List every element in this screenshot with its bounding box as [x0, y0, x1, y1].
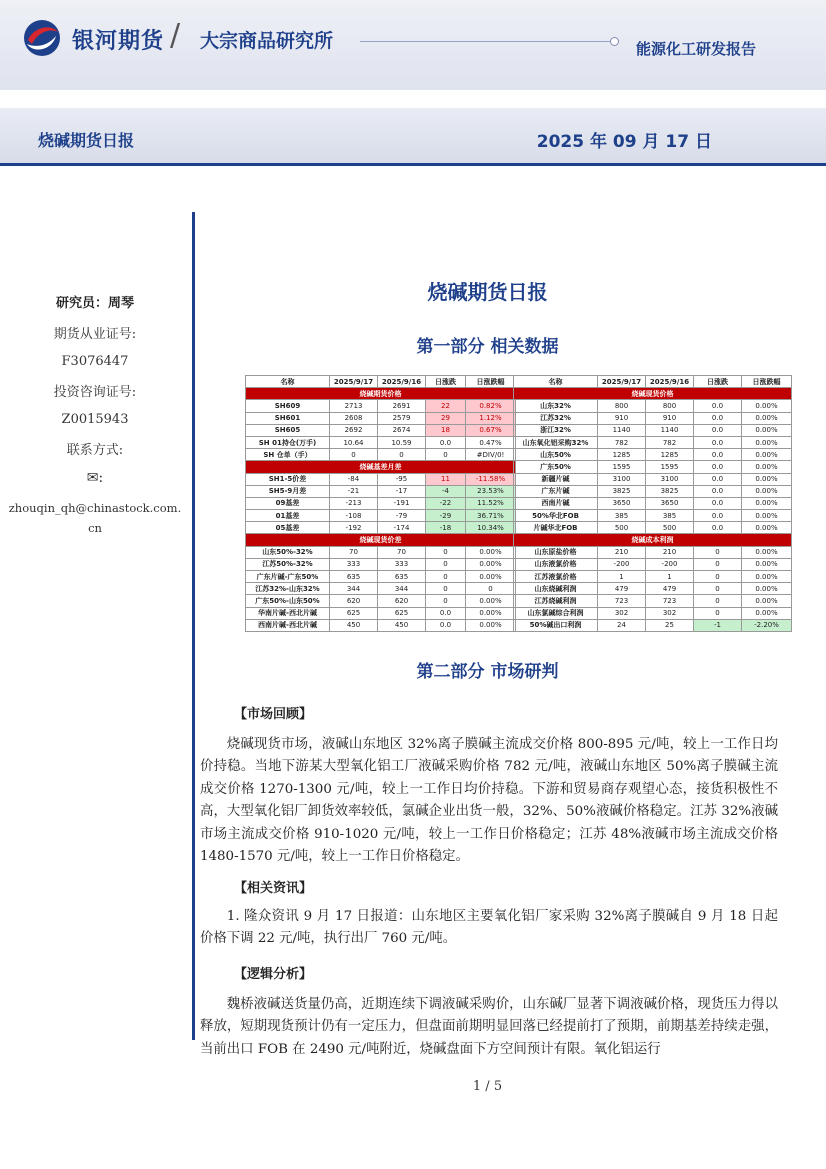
table-cell: 0.00%: [742, 522, 792, 534]
table-cell: 385: [598, 510, 646, 522]
consult-number: Z0015943: [61, 412, 129, 427]
table-row: [246, 497, 516, 509]
table-cell: 0.00%: [742, 571, 792, 583]
table-row: [514, 595, 792, 607]
table-cell: 0.00%: [466, 619, 516, 631]
table-cell: 0.00%: [742, 546, 792, 558]
table-row: [514, 400, 792, 412]
table-cell: 0.0: [426, 607, 466, 619]
table-cell: 0.00%: [742, 449, 792, 461]
table-cell: 0.00%: [742, 595, 792, 607]
column-header: 名称: [246, 376, 330, 388]
row-name: SH 仓单（手）: [246, 449, 330, 461]
consult-label: 投资咨询证号:: [53, 385, 137, 400]
row-name: 西南片碱-西北片碱: [246, 619, 330, 631]
table-cell: -29: [426, 510, 466, 522]
table-cell: 11: [426, 473, 466, 485]
table-cell: 635: [330, 571, 378, 583]
row-name: SH605: [246, 424, 330, 436]
table-cell: 1: [646, 571, 694, 583]
table-cell: 0.0: [694, 424, 742, 436]
row-name: 片碱华北FOB: [514, 522, 598, 534]
table-cell: 0.00%: [466, 558, 516, 570]
table-cell: -18: [426, 522, 466, 534]
table-header-row: [246, 376, 516, 388]
mail-icon: ✉:: [86, 470, 104, 486]
table-cell: 1140: [646, 424, 694, 436]
table-cell: 910: [646, 412, 694, 424]
table-row: [514, 424, 792, 436]
table-cell: 620: [378, 595, 426, 607]
section-title-row: [246, 388, 516, 400]
row-name: 山东50%: [514, 449, 598, 461]
table-cell: 0.00%: [742, 412, 792, 424]
table-cell: 0: [330, 449, 378, 461]
table-cell: 1140: [598, 424, 646, 436]
table-cell: 0.0: [694, 461, 742, 473]
data-table-right: [513, 375, 792, 632]
table-cell: 302: [646, 607, 694, 619]
table-cell: 450: [378, 619, 426, 631]
table-cell: 0.00%: [466, 607, 516, 619]
table-row: [246, 546, 516, 558]
column-header: 2025/9/17: [330, 376, 378, 388]
table-cell: 0.00%: [742, 461, 792, 473]
section-title: 烧碱现货价格: [514, 388, 792, 400]
table-cell: -2.20%: [742, 619, 792, 631]
table-cell: 0.00%: [466, 595, 516, 607]
table-cell: 0.00%: [742, 497, 792, 509]
table-row: [246, 424, 516, 436]
row-name: 09基差: [246, 497, 330, 509]
table-cell: 0.00%: [742, 607, 792, 619]
table-cell: 1.12%: [466, 412, 516, 424]
table-cell: 2691: [378, 400, 426, 412]
row-name: 山东氧化铝采购32%: [514, 436, 598, 448]
table-cell: 0: [426, 546, 466, 558]
section-title-row: [514, 534, 792, 546]
section-title: 烧碱现货价差: [246, 534, 516, 546]
table-cell: -84: [330, 473, 378, 485]
table-cell: -95: [378, 473, 426, 485]
table-row: [514, 436, 792, 448]
table-cell: 0.67%: [466, 424, 516, 436]
table-cell: 10.64: [330, 436, 378, 448]
table-cell: 2579: [378, 412, 426, 424]
table-cell: 0.0: [694, 449, 742, 461]
logic-text: 魏桥液碱送货量仍高，近期连续下调液碱采购价，山东碱厂显著下调液碱价格，现货压力得以释放，短期现货预计仍有一定压力，但盘面前期明显回落已经提前打了预期，前期基差持续走强，当前出口 FOB 在 2490 元/吨附近，烧碱盘面下方空间预计有限。氧化铝运行: [200, 997, 778, 1057]
row-name: 江苏32%: [514, 412, 598, 424]
table-cell: -11.58%: [466, 473, 516, 485]
table-cell: 635: [378, 571, 426, 583]
table-cell: 3650: [598, 497, 646, 509]
table-cell: 500: [646, 522, 694, 534]
news-label: 【相关资讯】: [234, 881, 313, 896]
row-name: 江苏50%-32%: [246, 558, 330, 570]
table-cell: 625: [378, 607, 426, 619]
table-cell: 0: [694, 558, 742, 570]
analyst-name: 研究员：周琴: [55, 296, 134, 311]
table-cell: 0: [426, 571, 466, 583]
table-cell: 0.0: [694, 522, 742, 534]
table-cell: 0.00%: [742, 485, 792, 497]
row-name: SH609: [246, 400, 330, 412]
table-cell: 0: [426, 558, 466, 570]
market-review-label: 【市场回顾】: [234, 707, 313, 722]
row-name: 江苏32%-山东32%: [246, 583, 330, 595]
table-row: [246, 595, 516, 607]
table-row: [246, 558, 516, 570]
table-cell: 0: [378, 449, 426, 461]
table-cell: 450: [330, 619, 378, 631]
report-name: 烧碱期货日报: [38, 131, 135, 150]
table-cell: 18: [426, 424, 466, 436]
table-cell: 782: [646, 436, 694, 448]
column-header: 日涨跌幅: [466, 376, 516, 388]
table-cell: -17: [378, 485, 426, 497]
table-row: [514, 485, 792, 497]
table-cell: 782: [598, 436, 646, 448]
row-name: 山东50%-32%: [246, 546, 330, 558]
column-header: 2025/9/16: [378, 376, 426, 388]
table-cell: 1285: [598, 449, 646, 461]
contact-label: 联系方式:: [66, 443, 124, 458]
table-row: [514, 583, 792, 595]
table-cell: 0.82%: [466, 400, 516, 412]
table-row: [514, 510, 792, 522]
table-cell: 620: [330, 595, 378, 607]
row-name: 广东50%-山东50%: [246, 595, 330, 607]
table-row: [514, 449, 792, 461]
table-cell: 3825: [646, 485, 694, 497]
report-date: 2025 年 09 月 17 日: [536, 132, 712, 152]
header-decor-dot: [610, 37, 619, 46]
institute-name: 大宗商品研究所: [200, 30, 334, 52]
table-row: [246, 473, 516, 485]
row-name: 50%碱出口利润: [514, 619, 598, 631]
table-cell: 0.00%: [742, 424, 792, 436]
license-label: 期货从业证号:: [53, 327, 137, 342]
table-cell: 479: [646, 583, 694, 595]
page-number: 1 / 5: [472, 1079, 503, 1094]
analyst-email[interactable]: zhouqin_qh@chinastock.com.cn: [8, 501, 182, 535]
column-divider: [192, 212, 195, 1040]
section-title: 烧碱成本利润: [514, 534, 792, 546]
table-cell: 344: [378, 583, 426, 595]
column-header: 日涨跌: [426, 376, 466, 388]
section-title-row: [246, 461, 516, 473]
table-cell: 0.0: [694, 473, 742, 485]
table-cell: 23.53%: [466, 485, 516, 497]
table-cell: 3100: [598, 473, 646, 485]
table-row: [246, 485, 516, 497]
row-name: 山东32%: [514, 400, 598, 412]
table-cell: 385: [646, 510, 694, 522]
row-name: 广东片碱: [514, 485, 598, 497]
row-name: 05基差: [246, 522, 330, 534]
row-name: 华南片碱-西北片碱: [246, 607, 330, 619]
table-cell: -213: [330, 497, 378, 509]
table-cell: 0: [694, 607, 742, 619]
table-row: [514, 522, 792, 534]
table-cell: 0.00%: [742, 558, 792, 570]
news-text: 1. 隆众资讯 9 月 17 日报道：山东地区主要氧化铝厂家采购 32%离子膜碱自 9 月 18 日起价格下调 22 元/吨，执行出厂 760 元/吨。: [200, 909, 778, 947]
table-cell: -79: [378, 510, 426, 522]
table-cell: 0.00%: [466, 546, 516, 558]
table-cell: -200: [646, 558, 694, 570]
table-cell: 0: [694, 595, 742, 607]
table-row: [246, 571, 516, 583]
part2-heading: 第二部分 市场研判: [416, 662, 559, 682]
column-header: 日涨跌幅: [742, 376, 792, 388]
table-cell: 25: [646, 619, 694, 631]
table-cell: 0.0: [694, 400, 742, 412]
table-row: [514, 412, 792, 424]
row-name: SH601: [246, 412, 330, 424]
table-cell: 2713: [330, 400, 378, 412]
table-row: [246, 412, 516, 424]
row-name: 山东氯碱综合利润: [514, 607, 598, 619]
table-cell: -4: [426, 485, 466, 497]
table-cell: 333: [378, 558, 426, 570]
table-cell: 0.00%: [742, 436, 792, 448]
logic-label: 【逻辑分析】: [234, 967, 313, 982]
report-type: 能源化工研发报告: [636, 40, 757, 58]
table-cell: 29: [426, 412, 466, 424]
table-cell: 0.00%: [742, 473, 792, 485]
table-cell: 625: [330, 607, 378, 619]
table-cell: 0: [426, 449, 466, 461]
table-cell: 1595: [646, 461, 694, 473]
table-cell: 0.00%: [742, 583, 792, 595]
row-name: SH5-9月差: [246, 485, 330, 497]
table-cell: -22: [426, 497, 466, 509]
table-cell: 800: [646, 400, 694, 412]
table-cell: 0: [694, 546, 742, 558]
table-cell: 1: [598, 571, 646, 583]
table-cell: 302: [598, 607, 646, 619]
table-cell: 210: [646, 546, 694, 558]
table-cell: 3100: [646, 473, 694, 485]
table-cell: 0.00%: [466, 571, 516, 583]
table-cell: #DIV/0!: [466, 449, 516, 461]
column-header: 2025/9/16: [646, 376, 694, 388]
table-cell: 479: [598, 583, 646, 595]
table-cell: 3650: [646, 497, 694, 509]
table-cell: 70: [378, 546, 426, 558]
table-header-row: [514, 376, 792, 388]
table-cell: 723: [646, 595, 694, 607]
section-title-row: [246, 534, 516, 546]
table-cell: 0.0: [694, 412, 742, 424]
table-cell: 723: [598, 595, 646, 607]
table-cell: -174: [378, 522, 426, 534]
table-cell: 333: [330, 558, 378, 570]
table-cell: 3825: [598, 485, 646, 497]
column-header: 名称: [514, 376, 598, 388]
section-title-row: [514, 388, 792, 400]
table-cell: 1285: [646, 449, 694, 461]
table-row: [514, 497, 792, 509]
row-name: 江苏烧碱利润: [514, 595, 598, 607]
table-row: [246, 607, 516, 619]
row-name: 山东液氯价格: [514, 558, 598, 570]
brand-name: 银河期货: [72, 29, 165, 54]
table-cell: 500: [598, 522, 646, 534]
table-row: [514, 473, 792, 485]
table-cell: 2608: [330, 412, 378, 424]
table-cell: 210: [598, 546, 646, 558]
row-name: 山东烧碱利润: [514, 583, 598, 595]
table-cell: 0: [426, 583, 466, 595]
table-cell: 36.71%: [466, 510, 516, 522]
row-name: 新疆片碱: [514, 473, 598, 485]
row-name: 01基差: [246, 510, 330, 522]
table-cell: 11.52%: [466, 497, 516, 509]
table-cell: 0.00%: [742, 510, 792, 522]
table-cell: -1: [694, 619, 742, 631]
table-cell: 10.59: [378, 436, 426, 448]
table-cell: 0.0: [426, 436, 466, 448]
table-row: [514, 619, 792, 631]
table-cell: 24: [598, 619, 646, 631]
market-review-text: 烧碱现货市场，液碱山东地区 32%离子膜碱主流成交价格 800-895 元/吨，较上一工作日均价持稳。当地下游某大型氧化铝工厂液碱采购价格 782 元/吨，液碱山东地区 50%离子膜碱主流成交价格 1270-1300 元/吨，较上一工作日均价持稳。下游和贸易商存观望心态，接货积极性不高，大型氧化铝厂卸货效率较低，氯碱企业出货一般，32%、50%液碱价格稳定。江苏 32%液碱市场主流成交价格 910-1020 元/吨，较上一工作日价格稳定；江苏 48%液碱市场主流成交价格 1480-1570 元/吨，较上一工作日价格稳定。: [200, 737, 778, 865]
row-name: SH 01持仓(万手): [246, 436, 330, 448]
table-row: [514, 546, 792, 558]
table-cell: 910: [598, 412, 646, 424]
table-cell: 0.0: [694, 510, 742, 522]
row-name: 50%华北FOB: [514, 510, 598, 522]
row-name: 广东片碱-广东50%: [246, 571, 330, 583]
table-cell: 0.0: [426, 619, 466, 631]
license-number: F3076447: [61, 354, 129, 369]
column-header: 2025/9/17: [598, 376, 646, 388]
table-row: [246, 619, 516, 631]
section-title: 烧碱基差月差: [246, 461, 516, 473]
table-row: [246, 400, 516, 412]
table-row: [246, 522, 516, 534]
section-title: 烧碱期货价格: [246, 388, 516, 400]
table-cell: 344: [330, 583, 378, 595]
table-cell: 0: [694, 571, 742, 583]
data-table-left: [245, 375, 516, 632]
column-header: 日涨跌: [694, 376, 742, 388]
table-row: [514, 558, 792, 570]
header-decor-line: [360, 41, 610, 42]
row-name: 江苏液氯价格: [514, 571, 598, 583]
table-cell: 0.00%: [742, 400, 792, 412]
table-cell: -191: [378, 497, 426, 509]
row-name: 山东原盐价格: [514, 546, 598, 558]
table-cell: 800: [598, 400, 646, 412]
table-cell: 0: [426, 595, 466, 607]
table-row: [514, 571, 792, 583]
main-title: 烧碱期货日报: [427, 280, 548, 304]
table-cell: 0.0: [694, 436, 742, 448]
galaxy-logo-icon: [22, 18, 62, 58]
row-name: 广东50%: [514, 461, 598, 473]
table-cell: 0.0: [694, 485, 742, 497]
table-cell: 0.0: [694, 497, 742, 509]
table-row: [246, 510, 516, 522]
table-cell: -21: [330, 485, 378, 497]
row-name: 浙江32%: [514, 424, 598, 436]
table-cell: 0: [694, 583, 742, 595]
brand-divider: /: [170, 18, 181, 53]
table-row: [246, 449, 516, 461]
table-cell: 70: [330, 546, 378, 558]
row-name: SH1-5价差: [246, 473, 330, 485]
table-cell: 0.47%: [466, 436, 516, 448]
table-cell: -192: [330, 522, 378, 534]
table-cell: 2692: [330, 424, 378, 436]
table-cell: 22: [426, 400, 466, 412]
table-cell: 10.34%: [466, 522, 516, 534]
table-row: [246, 436, 516, 448]
analyst-sidebar: [0, 292, 190, 550]
table-cell: -200: [598, 558, 646, 570]
row-name: 西南片碱: [514, 497, 598, 509]
table-cell: -108: [330, 510, 378, 522]
table-row: [514, 461, 792, 473]
table-row: [246, 583, 516, 595]
table-cell: 0: [466, 583, 516, 595]
part1-heading: 第一部分 相关数据: [416, 337, 559, 357]
table-cell: 1595: [598, 461, 646, 473]
table-cell: 2674: [378, 424, 426, 436]
table-row: [514, 607, 792, 619]
